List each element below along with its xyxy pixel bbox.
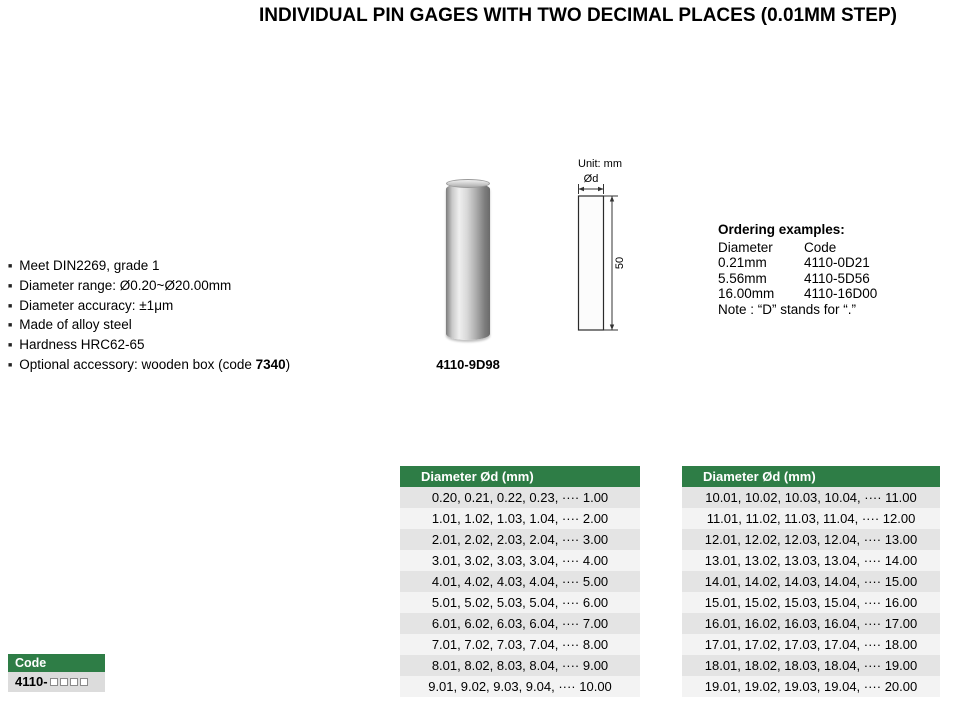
bullet-icon: ■ bbox=[8, 361, 13, 369]
pin-top-cap bbox=[446, 179, 490, 188]
ordering-code: 4110-5D56 bbox=[804, 270, 870, 286]
feature-text bbox=[19, 357, 290, 374]
ordering-diameter: 5.56mm bbox=[718, 270, 767, 286]
size-table-left bbox=[400, 466, 640, 697]
ordering-diameter: 0.21mm bbox=[718, 255, 767, 271]
bullet-icon: ■ bbox=[8, 322, 13, 330]
code-panel-value bbox=[8, 672, 105, 692]
code-prefix: 4110- bbox=[15, 674, 48, 689]
dimension-drawing bbox=[566, 172, 646, 344]
placeholder-square bbox=[80, 678, 88, 686]
table-row: 5.01, 5.02, 5.03, 5.04, ···· 6.00 bbox=[400, 592, 640, 613]
ordering-code: 4110-16D00 bbox=[804, 286, 878, 302]
size-table-header: Diameter Ød (mm) bbox=[682, 466, 940, 487]
unit-label: Unit: mm bbox=[578, 158, 622, 170]
pin-body bbox=[446, 183, 490, 340]
list-item bbox=[8, 357, 368, 377]
bullet-icon: ■ bbox=[8, 342, 13, 350]
feature-text: Meet DIN2269, grade 1 bbox=[19, 258, 160, 273]
ordering-col-diameter: Diameter bbox=[718, 239, 773, 255]
table-row: 16.01, 16.02, 16.03, 16.04, ···· 17.00 bbox=[682, 613, 940, 634]
product-model-label: 4110-9D98 bbox=[436, 357, 500, 372]
code-panel bbox=[8, 654, 105, 692]
table-row: 18.01, 18.02, 18.03, 18.04, ···· 19.00 bbox=[682, 655, 940, 676]
table-row: 6.01, 6.02, 6.03, 6.04, ···· 7.00 bbox=[400, 613, 640, 634]
table-row: 15.01, 15.02, 15.03, 15.04, ···· 16.00 bbox=[682, 592, 940, 613]
optional-accessory-code: 7340 bbox=[255, 356, 286, 372]
ordering-col-code: Code bbox=[804, 239, 837, 255]
table-row: 12.01, 12.02, 12.03, 12.04, ···· 13.00 bbox=[682, 529, 940, 550]
feature-text: Hardness HRC62-65 bbox=[19, 337, 145, 353]
feature-list bbox=[8, 258, 368, 377]
pin-side-view bbox=[579, 196, 604, 330]
size-table-right bbox=[682, 466, 940, 697]
table-row: 10.01, 10.02, 10.03, 10.04, ···· 11.00 bbox=[682, 487, 940, 508]
table-row: 14.01, 14.02, 14.03, 14.04, ···· 15.00 bbox=[682, 571, 940, 592]
ordering-table bbox=[718, 240, 933, 302]
list-item bbox=[8, 317, 368, 337]
ordering-code: 4110-0D21 bbox=[804, 255, 870, 271]
page-title: INDIVIDUAL PIN GAGES WITH TWO DECIMAL PLACES (0.01MM STEP) bbox=[259, 5, 897, 26]
length-dimension-label: 50 bbox=[614, 256, 626, 270]
table-row: 19.01, 19.02, 19.03, 19.04, ···· 20.00 bbox=[682, 676, 940, 697]
optional-prefix: Optional accessory: wooden box (code bbox=[19, 356, 256, 372]
list-item bbox=[8, 298, 368, 318]
size-table-header: Diameter Ød (mm) bbox=[400, 466, 640, 487]
table-row: 11.01, 11.02, 11.03, 11.04, ···· 12.00 bbox=[682, 508, 940, 529]
optional-suffix: ) bbox=[285, 356, 291, 372]
list-item bbox=[8, 337, 368, 357]
table-row: 2.01, 2.02, 2.03, 2.04, ···· 3.00 bbox=[400, 529, 640, 550]
code-panel-header: Code bbox=[8, 654, 105, 672]
table-row: 13.01, 13.02, 13.03, 13.04, ···· 14.00 bbox=[682, 550, 940, 571]
bullet-icon: ■ bbox=[8, 302, 13, 310]
table-row: 4.01, 4.02, 4.03, 4.04, ···· 5.00 bbox=[400, 571, 640, 592]
pin-gage-photo bbox=[446, 179, 490, 342]
ordering-note: Note : “D” stands for “.” bbox=[718, 301, 857, 317]
table-row: 9.01, 9.02, 9.03, 9.04, ···· 10.00 bbox=[400, 676, 640, 697]
list-item bbox=[8, 278, 368, 298]
table-row: 8.01, 8.02, 8.03, 8.04, ···· 9.00 bbox=[400, 655, 640, 676]
placeholder-square bbox=[50, 678, 58, 686]
table-row: 7.01, 7.02, 7.03, 7.04, ···· 8.00 bbox=[400, 634, 640, 655]
feature-text: Made of alloy steel bbox=[19, 317, 132, 333]
feature-text: Diameter range: Ø0.20~Ø20.00mm bbox=[19, 277, 232, 293]
placeholder-square bbox=[60, 678, 68, 686]
bullet-icon: ■ bbox=[8, 263, 13, 270]
table-row: 17.01, 17.02, 17.03, 17.04, ···· 18.00 bbox=[682, 634, 940, 655]
bullet-icon: ■ bbox=[8, 282, 13, 290]
table-row: 0.20, 0.21, 0.22, 0.23, ···· 1.00 bbox=[400, 487, 640, 508]
ordering-examples bbox=[718, 222, 933, 318]
table-row: 3.01, 3.02, 3.03, 3.04, ···· 4.00 bbox=[400, 550, 640, 571]
list-item bbox=[8, 258, 368, 278]
ordering-title: Ordering examples: bbox=[718, 222, 845, 237]
table-row: 1.01, 1.02, 1.03, 1.04, ···· 2.00 bbox=[400, 508, 640, 529]
placeholder-square bbox=[70, 678, 78, 686]
diameter-dimension-label: Ød bbox=[583, 173, 599, 185]
ordering-diameter: 16.00mm bbox=[718, 286, 775, 302]
feature-text: Diameter accuracy: ±1μm bbox=[19, 297, 174, 313]
